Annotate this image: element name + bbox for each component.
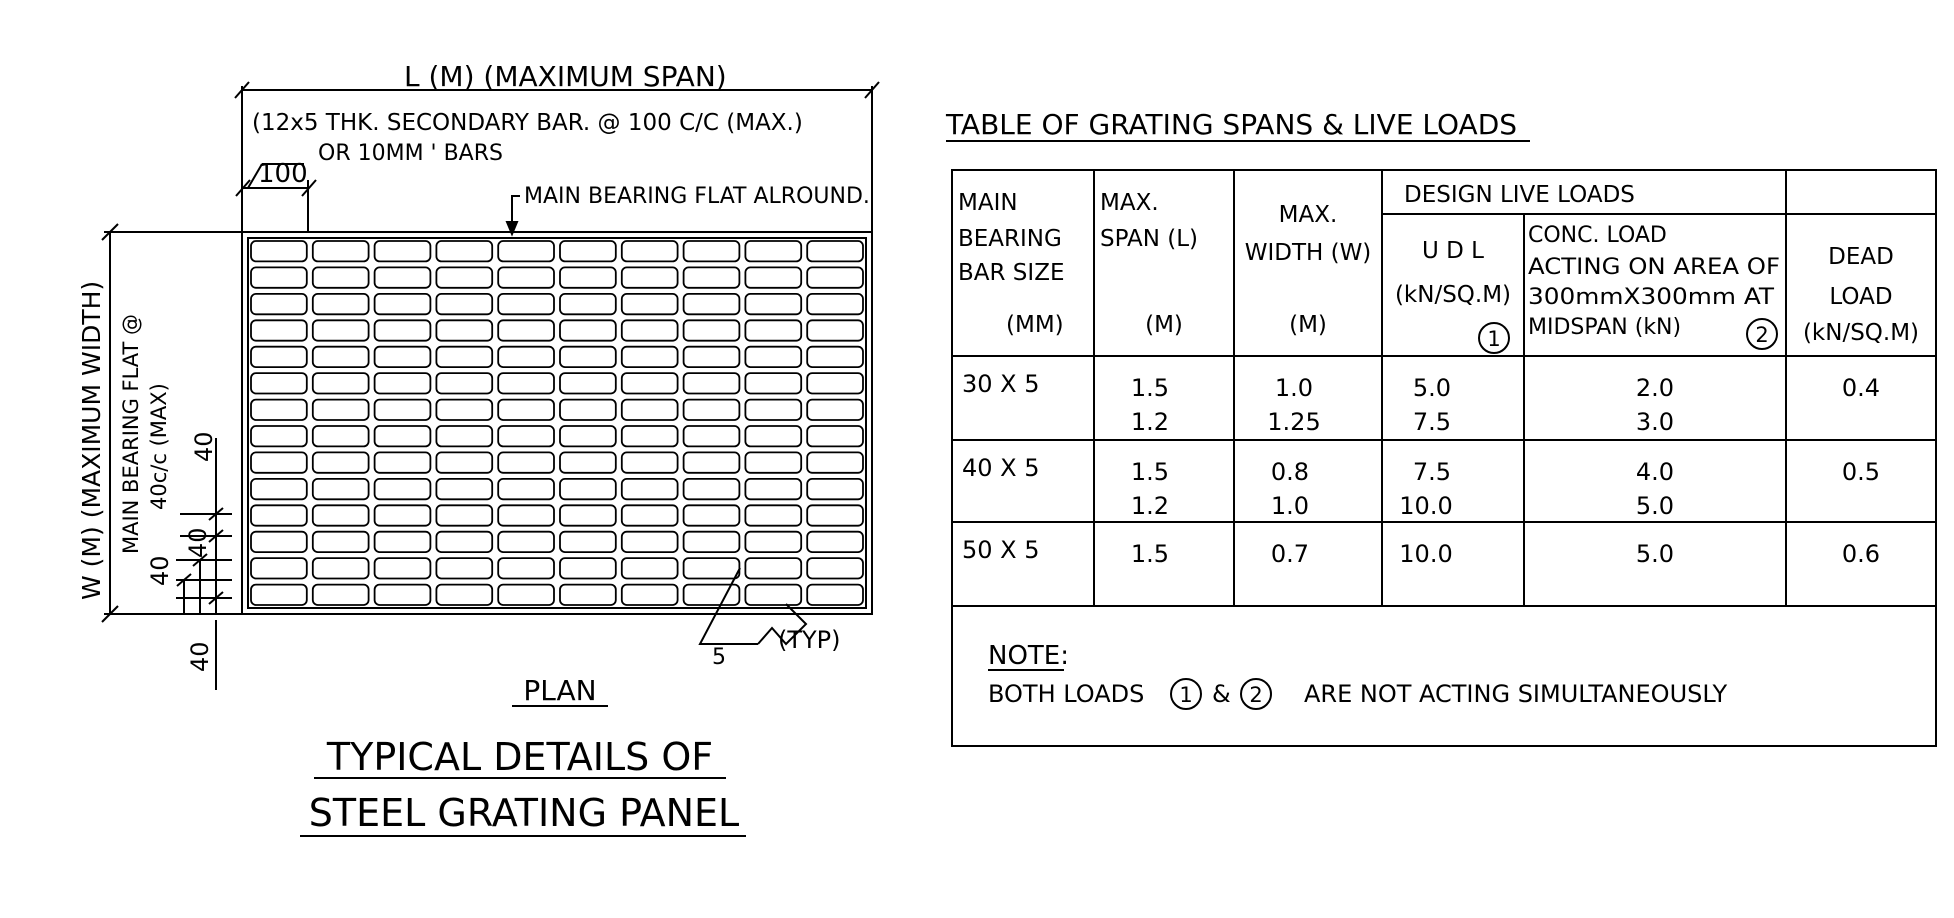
grating-cell [375, 426, 431, 446]
grating-cell [436, 505, 492, 525]
grating-cell [498, 294, 554, 314]
row-1-span-a: 1.5 [1130, 374, 1170, 402]
grating-cell [436, 532, 492, 552]
grating-cell [684, 347, 740, 367]
note-ampersand: & [1212, 680, 1231, 708]
grating-cell [622, 505, 678, 525]
grating-cell [560, 585, 616, 605]
grating-cell [622, 347, 678, 367]
secondary-bar-note-line-1: (12x5 THK. SECONDARY BAR. @ 100 C/C (MAX.) [252, 110, 803, 136]
row-2-width-a: 0.8 [1270, 458, 1310, 486]
grating-cell [684, 320, 740, 340]
grating-cell [375, 267, 431, 287]
grating-cell [313, 426, 369, 446]
grating-cell [436, 373, 492, 393]
grating-cell [684, 294, 740, 314]
grating-cell [622, 585, 678, 605]
grating-cell [684, 585, 740, 605]
grating-cell [251, 320, 307, 340]
grating-cell [313, 558, 369, 578]
grating-cells [251, 241, 863, 605]
main-bearing-note-line-1: MAIN BEARING FLAT @ [119, 313, 143, 554]
grating-cell [807, 452, 863, 472]
grating-cell [436, 585, 492, 605]
grating-cell [313, 479, 369, 499]
grating-cell [745, 320, 801, 340]
grating-cell [684, 532, 740, 552]
grating-cell [560, 400, 616, 420]
grating-cell [436, 558, 492, 578]
header-conc-line-2: ACTING ON AREA OF [1528, 255, 1780, 280]
title-line-1: TYPICAL DETAILS OF [326, 735, 714, 779]
grating-cell [560, 532, 616, 552]
grating-cell [251, 241, 307, 261]
dim-40-label-a: 40 [190, 431, 218, 462]
plan-label: PLAN [523, 674, 597, 707]
table-title: TABLE OF GRATING SPANS & LIVE LOADS [946, 108, 1518, 141]
grating-cell [684, 267, 740, 287]
row-2-udl-b: 10.0 [1399, 492, 1453, 520]
header-width-line-2: WIDTH (W) [1244, 240, 1372, 266]
row-2-dead: 0.5 [1841, 458, 1881, 486]
grating-cell [807, 505, 863, 525]
grating-cell [313, 505, 369, 525]
plan-view [102, 82, 879, 690]
grating-cell [498, 426, 554, 446]
grating-cell [375, 452, 431, 472]
grating-cell [251, 347, 307, 367]
grating-cell [560, 373, 616, 393]
grating-cell [560, 320, 616, 340]
grating-cell [313, 241, 369, 261]
grating-cell [622, 532, 678, 552]
row-3-span-a: 1.5 [1130, 540, 1170, 568]
grating-cell [745, 267, 801, 287]
grating-cell [498, 267, 554, 287]
row-2-width-b: 1.0 [1270, 492, 1310, 520]
grating-cell [622, 558, 678, 578]
grating-cell [745, 294, 801, 314]
header-dead-line-1: DEAD [1828, 244, 1894, 270]
grating-cell [251, 294, 307, 314]
note-label: NOTE: [988, 641, 1069, 671]
grating-cell [251, 426, 307, 446]
grating-cell [622, 241, 678, 261]
title-line-2: STEEL GRATING PANEL [308, 791, 740, 835]
row-1-conc-b: 3.0 [1635, 408, 1675, 436]
header-dead-line-3: (kN/SQ.M) [1802, 320, 1920, 346]
grating-cell [807, 373, 863, 393]
grating-cell [251, 532, 307, 552]
grating-cell [622, 320, 678, 340]
grating-cell [436, 241, 492, 261]
grating-cell [560, 241, 616, 261]
grating-cell [622, 400, 678, 420]
row-1-udl-a: 5.0 [1412, 374, 1452, 402]
grating-cell [807, 532, 863, 552]
udl-marker-label: 1 [1487, 327, 1501, 351]
grating-cell [251, 267, 307, 287]
grating-cell [313, 320, 369, 340]
grating-cell [560, 267, 616, 287]
row-2-bar-size: 40 X 5 [962, 454, 1040, 482]
grating-cell [745, 347, 801, 367]
grating-cell [622, 373, 678, 393]
grating-cell [436, 294, 492, 314]
grating-cell [436, 426, 492, 446]
grating-cell [436, 320, 492, 340]
grating-cell [251, 505, 307, 525]
grating-cell [807, 558, 863, 578]
grating-cell [251, 373, 307, 393]
grating-cell [251, 558, 307, 578]
row-1-dead: 0.4 [1841, 374, 1881, 402]
grating-cell [560, 347, 616, 367]
header-width-line-3: (M) [1289, 312, 1327, 338]
grating-cell [745, 452, 801, 472]
main-bearing-note-line-2: 40c/c (MAX) [147, 383, 171, 510]
header-bar-size-line-2: BEARING [958, 226, 1062, 252]
dim-40-label-b: 40 [184, 527, 212, 558]
header-udl-line-1: U D L [1422, 238, 1484, 264]
grating-panel-outer [242, 232, 872, 614]
grating-cell [375, 320, 431, 340]
grating-cell [498, 558, 554, 578]
grating-cell [560, 294, 616, 314]
grating-cell [375, 532, 431, 552]
header-bar-size-line-4: (MM) [1006, 312, 1064, 338]
main-bearing-flat-note: MAIN BEARING FLAT ALROUND. [524, 184, 870, 209]
secondary-bar-note-line-2: OR 10MM ' BARS [318, 141, 503, 166]
grating-cell [560, 558, 616, 578]
grating-cell [375, 479, 431, 499]
header-conc-line-3: 300mmX300mm AT [1528, 285, 1775, 310]
grating-cell [745, 532, 801, 552]
header-span-line-2: SPAN (L) [1100, 226, 1199, 252]
row-3-udl-a: 10.0 [1399, 540, 1453, 568]
grating-cell [684, 426, 740, 446]
grating-cell [745, 585, 801, 605]
row-3-conc-a: 5.0 [1635, 540, 1675, 568]
grating-cell [745, 479, 801, 499]
row-1-udl-b: 7.5 [1412, 408, 1452, 436]
row-2-udl-a: 7.5 [1412, 458, 1452, 486]
grating-cell [807, 426, 863, 446]
grating-cell [498, 347, 554, 367]
header-span-line-3: (M) [1145, 312, 1183, 338]
header-dead-line-2: LOAD [1829, 284, 1893, 310]
grating-cell [498, 505, 554, 525]
grating-cell [560, 479, 616, 499]
grating-cell [807, 585, 863, 605]
grating-cell [251, 585, 307, 605]
grating-cell [745, 505, 801, 525]
header-conc-line-4: MIDSPAN (kN) [1528, 315, 1682, 340]
header-bar-size-line-1: MAIN [958, 190, 1018, 216]
row-1-span-b: 1.2 [1130, 408, 1170, 436]
conc-marker-label: 2 [1755, 323, 1769, 347]
grating-cell [375, 373, 431, 393]
grating-cell [436, 479, 492, 499]
grating-cell [313, 267, 369, 287]
grating-cell [498, 373, 554, 393]
note-marker-1-label: 1 [1179, 683, 1193, 707]
grating-cell [498, 532, 554, 552]
grating-cell [313, 294, 369, 314]
grating-cell [807, 267, 863, 287]
grating-cell [622, 267, 678, 287]
grating-cell [375, 400, 431, 420]
grating-cell [807, 241, 863, 261]
grating-cell [622, 294, 678, 314]
grating-cell [684, 558, 740, 578]
header-width-line-1: MAX. [1278, 202, 1338, 228]
grating-cell [745, 400, 801, 420]
grating-cell [498, 320, 554, 340]
header-bar-size-line-3: BAR SIZE [958, 260, 1065, 286]
grating-cell [498, 585, 554, 605]
row-1-conc-a: 2.0 [1635, 374, 1675, 402]
grating-cell [622, 426, 678, 446]
grating-cell [745, 558, 801, 578]
grating-cell [313, 373, 369, 393]
grating-cell [745, 426, 801, 446]
grating-cell [745, 241, 801, 261]
row-2-conc-b: 5.0 [1635, 492, 1675, 520]
dim-40-label-d: 40 [186, 641, 214, 672]
row-3-dead: 0.6 [1841, 540, 1881, 568]
dim-100-label: 100 [258, 159, 308, 189]
grating-cell [313, 532, 369, 552]
header-span-line-1: MAX. [1100, 190, 1159, 216]
grating-cell [807, 347, 863, 367]
header-udl-line-2: (kN/SQ.M) [1394, 282, 1512, 308]
grating-cell [375, 241, 431, 261]
grating-cell [313, 347, 369, 367]
grating-cell [251, 400, 307, 420]
grating-cell [498, 479, 554, 499]
note-marker-2-label: 2 [1249, 683, 1263, 707]
row-2-span-a: 1.5 [1130, 458, 1170, 486]
header-conc-line-1: CONC. LOAD [1528, 223, 1667, 248]
grating-cell [684, 373, 740, 393]
grating-cell [375, 558, 431, 578]
grating-cell [251, 452, 307, 472]
header-design-live-loads: DESIGN LIVE LOADS [1404, 182, 1635, 208]
weld-typ-label: (TYP) [778, 626, 841, 654]
grating-cell [313, 400, 369, 420]
note-text-part-1: BOTH LOADS [988, 680, 1145, 708]
grating-cell [622, 452, 678, 472]
grating-cell [560, 452, 616, 472]
grating-cell [498, 241, 554, 261]
grating-cell [375, 505, 431, 525]
row-1-width-a: 1.0 [1274, 374, 1314, 402]
grating-cell [684, 400, 740, 420]
grating-cell [560, 426, 616, 446]
grating-cell [684, 505, 740, 525]
grating-cell [745, 373, 801, 393]
grating-cell [807, 294, 863, 314]
grating-cell [684, 452, 740, 472]
grating-cell [436, 347, 492, 367]
grating-cell [498, 452, 554, 472]
grating-cell [807, 479, 863, 499]
row-1-bar-size: 30 X 5 [962, 370, 1040, 398]
grating-cell [375, 347, 431, 367]
row-2-conc-a: 4.0 [1635, 458, 1675, 486]
grating-cell [807, 320, 863, 340]
grating-cell [313, 585, 369, 605]
weld-leader [700, 568, 758, 644]
dim-40-label-c: 40 [146, 555, 174, 586]
row-3-width-a: 0.7 [1270, 540, 1310, 568]
grating-cell [436, 267, 492, 287]
grating-cell [313, 452, 369, 472]
note-text-part-2: ARE NOT ACTING SIMULTANEOUSLY [1304, 680, 1728, 708]
span-label: L (M) (MAXIMUM SPAN) [404, 60, 727, 93]
grating-cell [560, 505, 616, 525]
grating-cell [498, 400, 554, 420]
grating-cell [807, 400, 863, 420]
grating-cell [436, 400, 492, 420]
width-label: W (M) (MAXIMUM WIDTH) [77, 280, 106, 600]
weld-size-label: 5 [712, 645, 726, 670]
grating-cell [251, 479, 307, 499]
row-1-width-b: 1.25 [1267, 408, 1321, 436]
grating-cell [622, 479, 678, 499]
row-2-span-b: 1.2 [1130, 492, 1170, 520]
row-3-bar-size: 50 X 5 [962, 536, 1040, 564]
grating-cell [684, 479, 740, 499]
grating-cell [684, 241, 740, 261]
grating-cell [375, 294, 431, 314]
grating-cell [375, 585, 431, 605]
grating-cell [436, 452, 492, 472]
